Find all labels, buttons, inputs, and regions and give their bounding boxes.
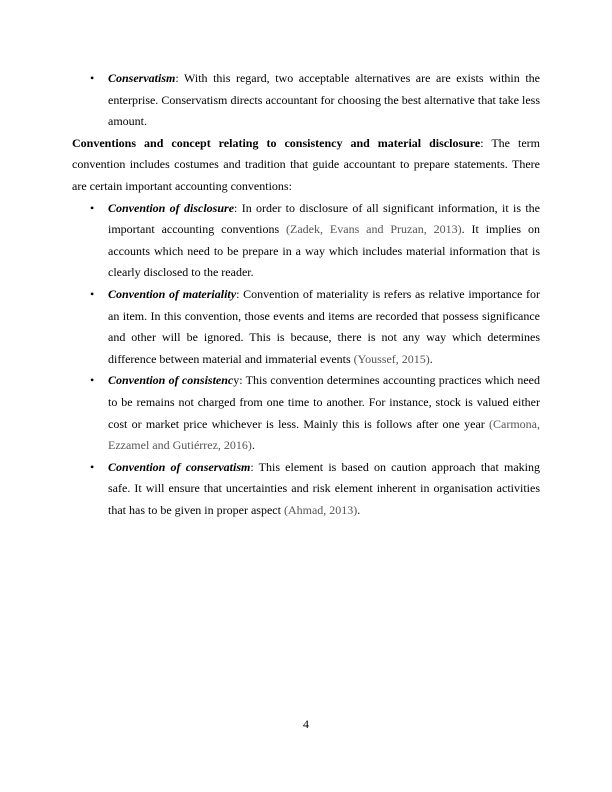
convention-text-end: . <box>429 351 433 366</box>
bullet-icon: • <box>90 459 95 474</box>
bullet-convention-conservatism <box>72 457 540 522</box>
term-conservatism: Conservatism <box>108 71 176 85</box>
citation: (Youssef, 2015) <box>353 351 430 366</box>
term-convention-materiality: Convention of materiality <box>108 286 237 301</box>
convention-text: : This convention determines accounting practices which need to be remains not charged from one time to another. For instance, stock is valued either cost or market price whichever is less. Mainly this is follows after one year <box>108 373 540 431</box>
page-number: 4 <box>303 717 309 731</box>
citation: (Carmona, Ezzamel and Gutiérrez, 2016) <box>108 416 540 453</box>
term-convention-conservatism: Convention of conservatism <box>108 459 251 474</box>
bullet-icon: • <box>90 286 95 301</box>
convention-text-end: . <box>357 502 361 517</box>
term-convention-disclosure: Convention of disclosure <box>108 200 235 215</box>
bullet-convention-disclosure <box>72 198 540 284</box>
convention-text-end: . It implies on accounts which need to be prepare in a way which includes material information that is clearly disclosed to the reader. <box>108 222 541 280</box>
section-intro: : The term convention includes costumes and tradition that guide accountant to prepare statements. There are certain important accounting conventions: <box>72 135 540 193</box>
convention-text-end: . <box>251 438 255 453</box>
convention-text: : Convention of materiality is refers as relative importance for an item. In this convention, those events and items are recorded that possess significance and other will be ignored. This is because, there is not any way which determines difference between material and immaterial events <box>108 286 541 366</box>
conservatism-text: : With this regard, two acceptable alternatives are are exists within the enterprise. Conservatism directs accountant for choosing the best alternative that take less amount. <box>108 71 540 129</box>
convention-text: : This element is based on caution approach that making safe. It will ensure that uncertainties and risk element inherent in organisation activities that has to be given in proper aspect <box>108 459 540 517</box>
bullet-convention-consistency <box>72 370 540 456</box>
bullet-conservatism <box>72 68 540 133</box>
bullet-icon: • <box>90 373 95 388</box>
bullet-convention-materiality <box>72 284 540 370</box>
term-tail: y <box>233 373 240 388</box>
citation: (Ahmad, 2013) <box>283 502 358 517</box>
convention-text: : In order to disclosure of all significant information, it is the important accounting conventions <box>108 200 540 237</box>
section-heading: Conventions and concept relating to consistency and material disclosure <box>72 135 481 150</box>
citation: (Zadek, Evans and Pruzan, 2013) <box>286 222 462 237</box>
section-paragraph <box>72 133 540 198</box>
bullet-icon: • <box>90 71 95 85</box>
body-text <box>72 68 540 521</box>
bullet-icon: • <box>90 200 95 215</box>
term-convention-consistency: Convention of consistenc <box>108 373 234 388</box>
